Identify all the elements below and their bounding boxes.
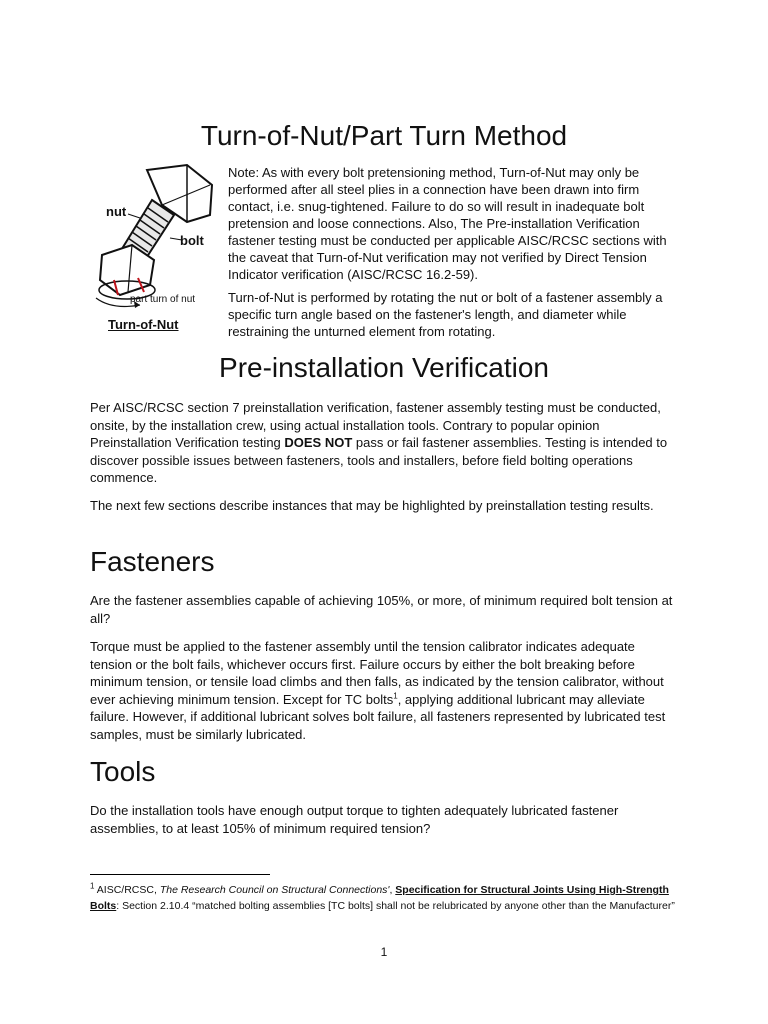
section-heading-tools: Tools xyxy=(90,756,156,787)
page-title: Turn-of-Nut/Part Turn Method xyxy=(200,120,568,151)
preinstallation-text-b: pass or fail fastener assemblies. Testing is intended to discover possible issues between fasteners, tools and installers, before field bolting operations commence. xyxy=(90,435,668,485)
preinstallation-paragraph-2: The next few sections describe instances that may be highlighted by preinstallation testing results. xyxy=(90,498,654,513)
footnote-org: AISC/RCSC, xyxy=(94,884,160,896)
turn-of-nut-figure xyxy=(92,160,222,340)
footnote-marker: 1 xyxy=(90,881,95,891)
preinstallation-paragraph-1 xyxy=(90,399,680,487)
footnote-ref-1: 1 xyxy=(393,691,398,701)
footnote-council: The Research Council on Structural Connections' xyxy=(159,884,390,896)
bolt-label: bolt xyxy=(180,233,204,248)
nut-label: nut xyxy=(106,204,127,219)
does-not-emphasis: DOES NOT xyxy=(284,435,353,450)
footnote-separator xyxy=(90,874,270,875)
page-number: 1 xyxy=(380,945,388,959)
turn-of-nut-paragraph: Turn-of-Nut is performed by rotating the nut or bolt of a fastener assembly a specific turn angle based on the fastener's length, and diameter while restraining the unturned element from rotating. xyxy=(228,290,663,339)
figure-caption: Turn-of-Nut xyxy=(108,317,179,332)
fasteners-paragraph-1: Are the fastener assemblies capable of achieving 105%, or more, of minimum required bolt tension at all? xyxy=(90,593,673,626)
footnote xyxy=(90,882,680,914)
tools-paragraph-1: Do the installation tools have enough output torque to tighten adequately lubricated fastener assemblies, to at least 105% of minimum required tension? xyxy=(90,803,619,836)
part-turn-label: part turn of nut xyxy=(130,294,196,305)
section-heading-preinstallation: Pre-installation Verification xyxy=(219,352,549,383)
footnote-rest: : Section 2.10.4 “matched bolting assemblies [TC bolts] shall not be relubricated by anyone other than the Manufacturer” xyxy=(116,900,675,912)
note-paragraph: Note: As with every bolt pretensioning method, Turn-of-Nut may only be performed after all steel plies in a connection have been drawn into firm contact, i.e. snug-tightened. Failure to do so will result in inadequate bolt pretension and loose connections. Also, The Pre-installation Verification fastener testing must be conducted per applicable AISC/RCSC sections with the caveat that Turn-of-Nut verification may not verified by Direct Tension Indicator verification (AISC/RCSC 16.2-59). xyxy=(228,165,667,282)
footnote-specification: Specification for Structural Joints Using High-Strength Bolts xyxy=(90,884,669,912)
fasteners-text-b: , applying additional lubricant may alleviate failure. However, if additional lubricant solves bolt failure, all fasteners represented by lubricated test samples, must be similarly lubricated. xyxy=(90,691,666,742)
footnote-separator-text: , xyxy=(389,884,396,896)
section-heading-fasteners: Fasteners xyxy=(90,546,215,577)
fasteners-paragraph-2 xyxy=(90,638,680,743)
preinstallation-text-a: Per AISC/RCSC section 7 preinstallation verification, fastener assembly testing must be conducted, onsite, by the installation crew, using actual installation tools. Contrary to popular opinion Preinstallation Verification testing xyxy=(90,400,661,450)
fasteners-text-a: Torque must be applied to the fastener assembly until the tension calibrator indicates adequate tension or the bolt fails, whichever occurs first. Failure occurs by either the bolt breaking before minimum tension, or tensile load climbs and then falls, as indicated by the tension calibrator, without ever achieving minimum tension. Except for TC bolts xyxy=(90,639,664,707)
bolt-nut-drawing xyxy=(92,160,222,340)
